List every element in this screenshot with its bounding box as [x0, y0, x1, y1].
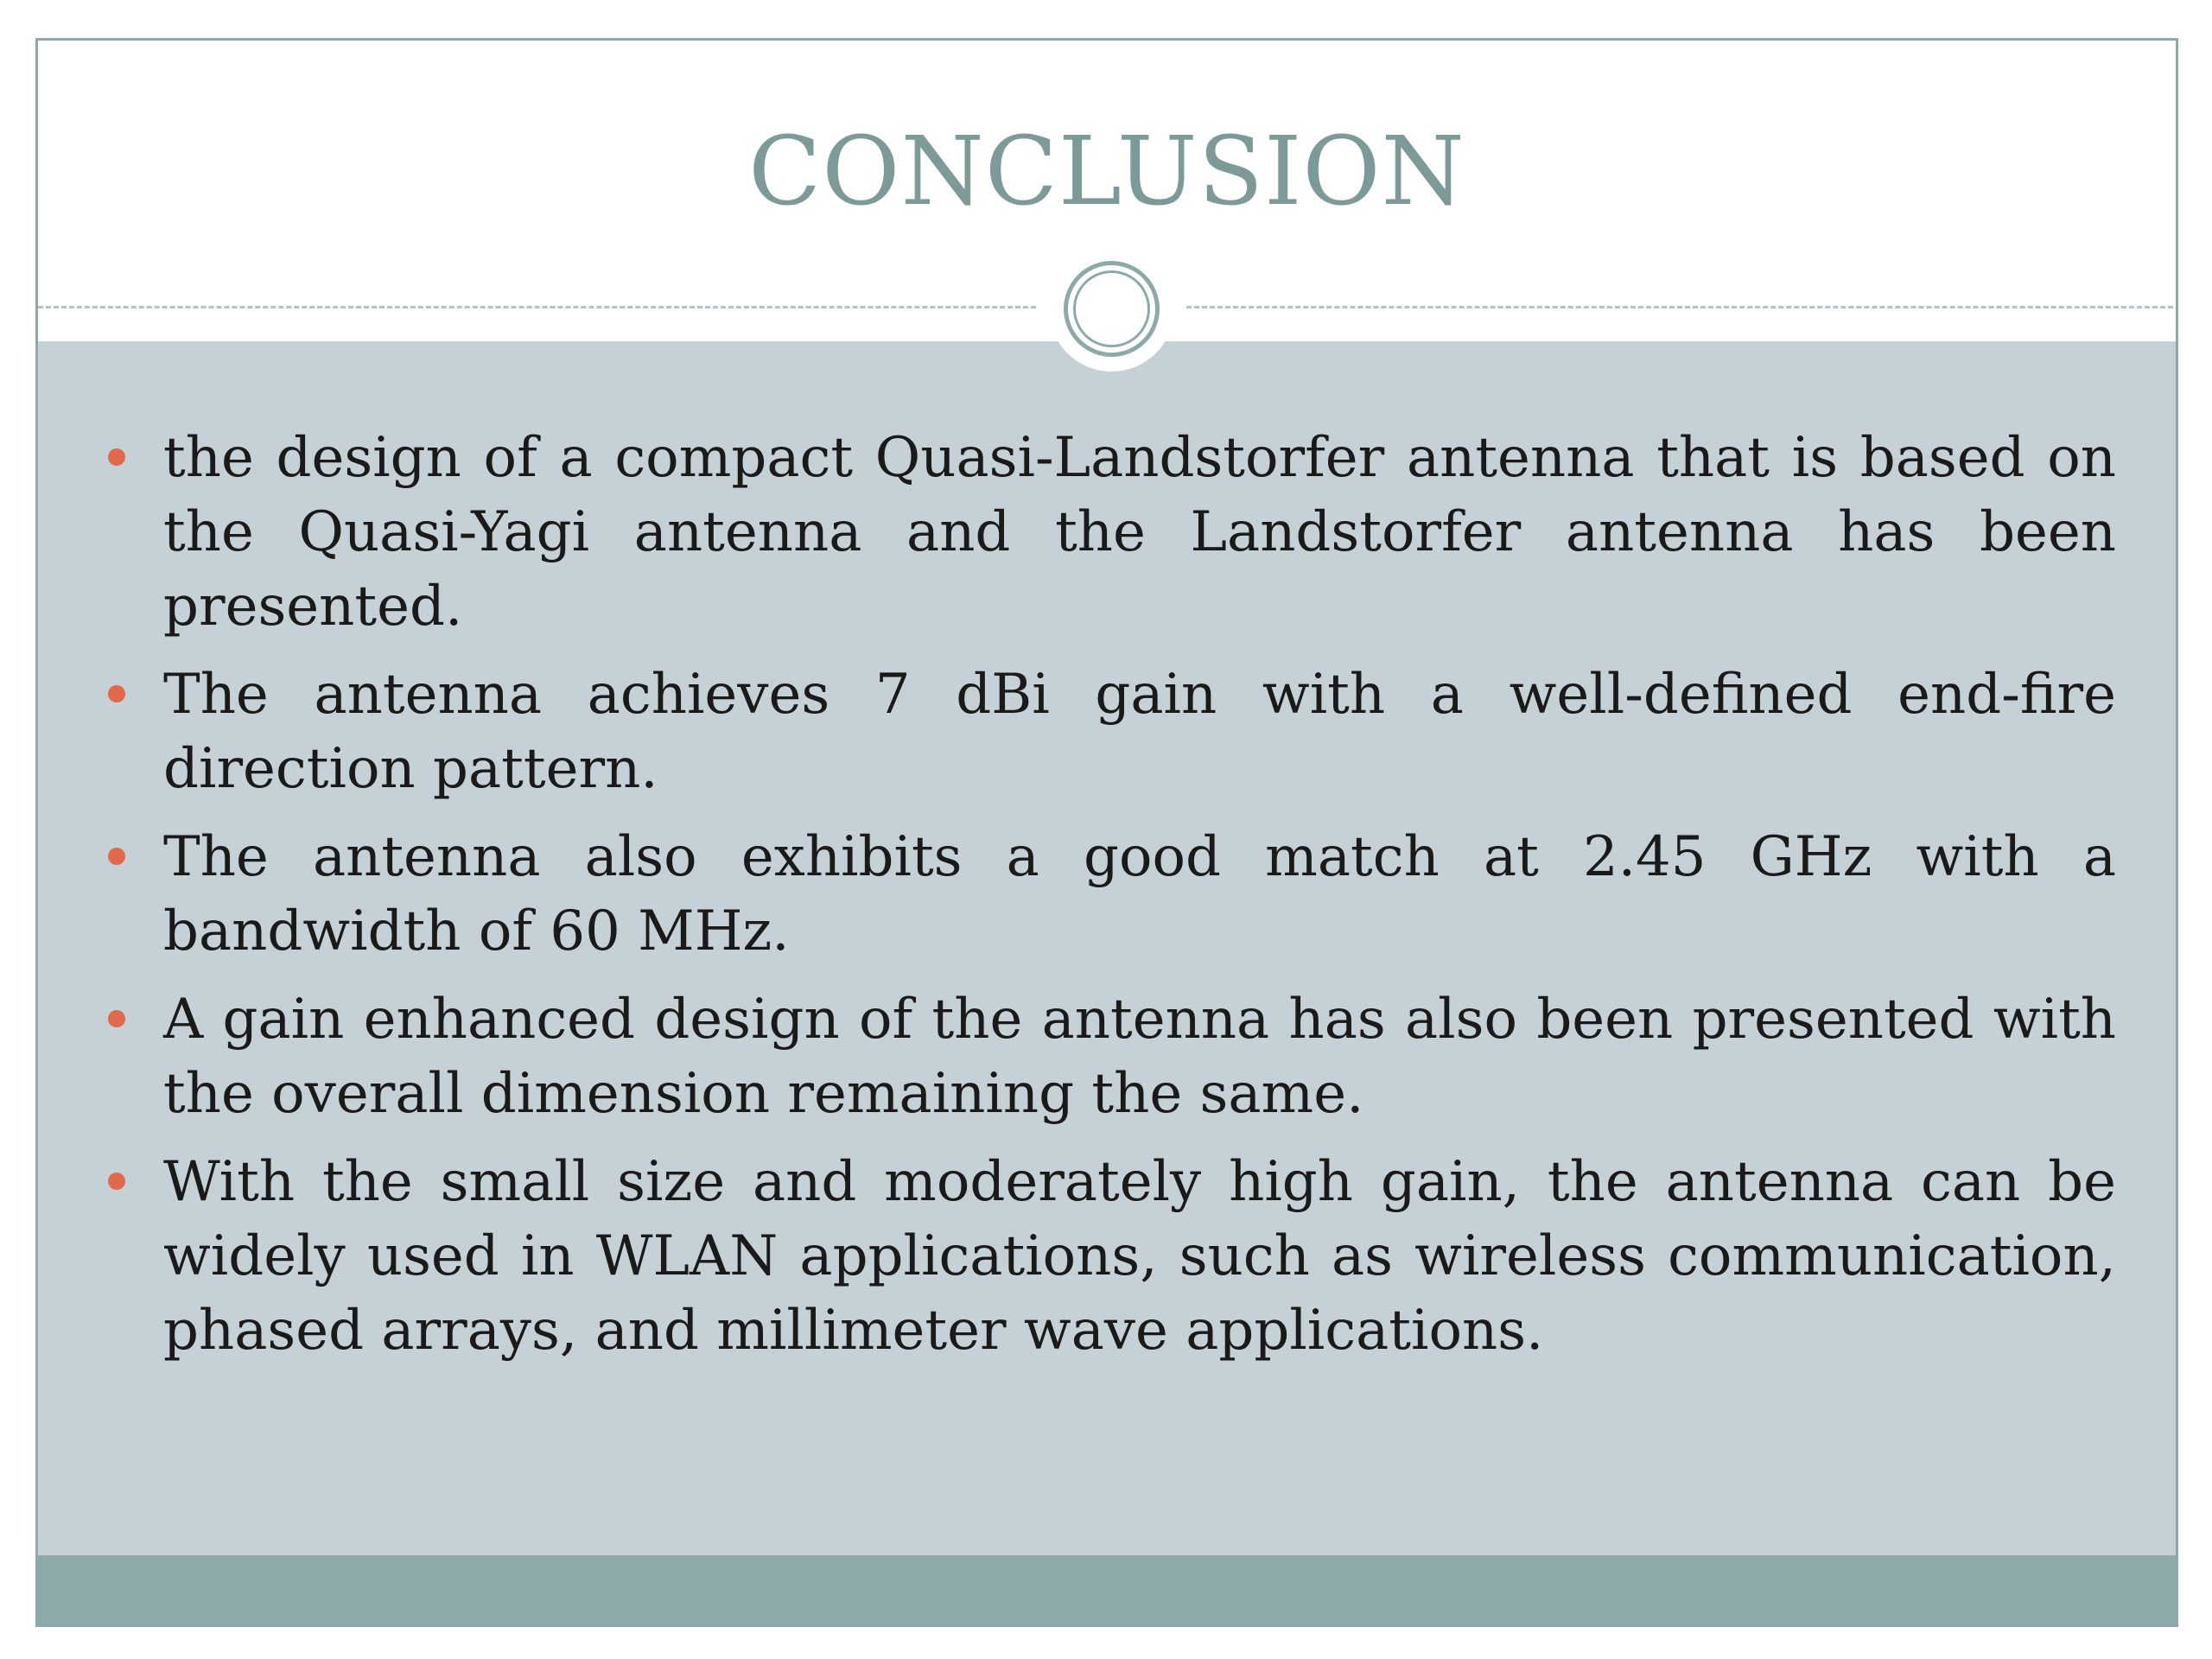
- bullet-text: With the small size and moderately high gain, the antenna can be widely used in WLAN applications, such as wireless communication, phased arrays, and millimeter wave applications.: [163, 1150, 2116, 1363]
- bullet-text: The antenna also exhibits a good match at 2.45 GHz with a bandwidth of 60 MHz.: [163, 825, 2116, 963]
- bullet-item: [163, 1145, 2116, 1368]
- title-divider-right: [1186, 306, 2178, 308]
- bullet-text: the design of a compact Quasi-Landstorfer antenna that is based on the Quasi-Yagi antenna and the Landstorfer antenna has been presented.: [163, 426, 2116, 639]
- bullet-list: [163, 421, 2116, 1382]
- dot-bullet-icon: [108, 1010, 125, 1027]
- slide-title: CONCLUSION: [748, 116, 1465, 226]
- footer-bar: [38, 1555, 2176, 1627]
- inner-ring-icon: [1073, 270, 1150, 347]
- dot-bullet-icon: [108, 685, 125, 702]
- bullet-item: [163, 421, 2116, 644]
- slide: [35, 38, 2178, 1627]
- dot-bullet-icon: [108, 448, 125, 466]
- bullet-text: A gain enhanced design of the antenna has also been presented with the overall dimension remaining the same.: [163, 988, 2116, 1126]
- dot-bullet-icon: [108, 848, 125, 865]
- dot-bullet-icon: [108, 1173, 125, 1190]
- bullet-item: [163, 982, 2116, 1131]
- bullet-item: [163, 658, 2116, 806]
- title-divider-left: [38, 306, 1036, 308]
- bullet-text: The antenna achieves 7 dBi gain with a well-defined end-fire direction pattern.: [163, 663, 2116, 801]
- bullet-item: [163, 820, 2116, 969]
